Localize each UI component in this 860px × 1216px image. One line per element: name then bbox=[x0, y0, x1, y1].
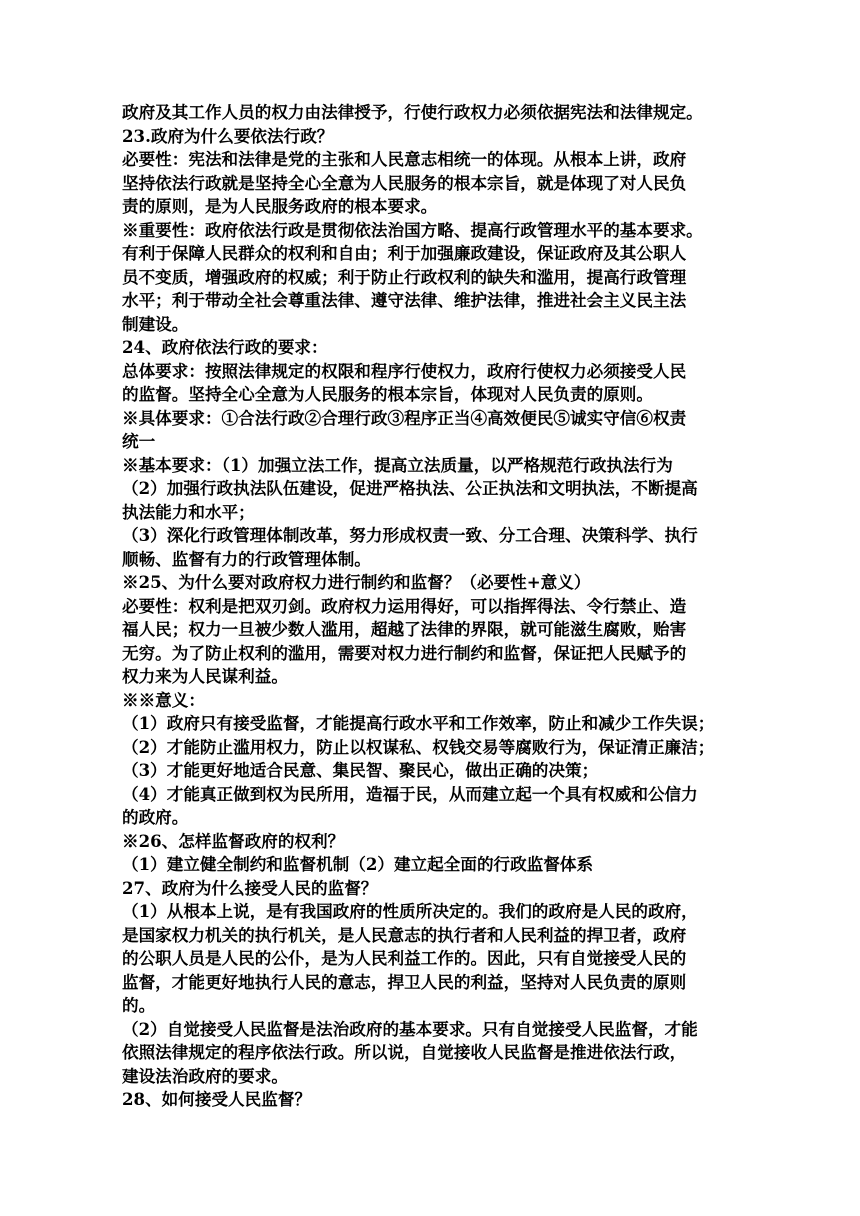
text-line: （1）建立健全制约和监督机制（2）建立起全面的行政监督体系 bbox=[122, 854, 594, 874]
text-line: 的监督。坚持全心全意为人民服务的根本宗旨，体现对人民负责的原则。 bbox=[122, 384, 653, 404]
text-line: 责的原则，是为人民服务政府的根本要求。 bbox=[122, 196, 438, 216]
text-line: （2）自觉接受人民监督是法治政府的基本要求。只有自觉接受人民监督，才能 bbox=[122, 1018, 698, 1039]
text-line: 制建设。 bbox=[122, 313, 189, 334]
question-heading-28: 28、如何接受人民监督？ bbox=[122, 1089, 312, 1109]
text-line: 员不变质，增强政府的权威；利于防止行政权利的缺失和滥用，提高行政管理 bbox=[122, 266, 687, 287]
question-heading-27: 27、政府为什么接受人民的监督？ bbox=[122, 877, 378, 898]
text-line: （2）加强行政执法队伍建设，促进严格执法、公正执法和文明执法，不断提高 bbox=[122, 478, 698, 498]
text-line: 福人民；权力一旦被少数人滥用，超越了法律的界限，就可能滋生腐败，贻害 bbox=[122, 619, 687, 639]
question-heading-25: ※25、为什么要对政府权力进行制约和监督？（必要性+意义） bbox=[122, 572, 591, 592]
text-line: 的公职人员是人民的公仆，是为人民利益工作的。因此，只有自觉接受人民的 bbox=[122, 948, 687, 968]
text-line: ※具体要求：①合法行政②合理行政③程序正当④高效便民⑤诚实守信⑥权责 bbox=[122, 407, 687, 428]
text-line: （2）才能防止滥用权力，防止以权谋私、权钱交易等腐败行为，保证清正廉洁； bbox=[122, 736, 715, 757]
text-line: （3）才能更好地适合民意、集民智、聚民心，做出正确的决策； bbox=[122, 760, 599, 780]
text-line: ※基本要求：（1）加强立法工作，提高立法质量，以严格规范行政执法行为 bbox=[122, 454, 673, 475]
text-line: ※※意义： bbox=[122, 689, 205, 710]
text-line: （1）政府只有接受监督，才能提高行政水平和工作效率，防止和减少工作失误； bbox=[122, 713, 715, 733]
text-line: 执法能力和水平； bbox=[122, 501, 255, 522]
text-line: ※重要性：政府依法行政是贯彻依法治国方略、提高行政管理水平的基本要求。 bbox=[122, 219, 703, 240]
question-heading-24: 24、政府依法行政的要求： bbox=[122, 337, 328, 357]
text-line: 建设法治政府的要求。 bbox=[122, 1065, 288, 1086]
question-heading-26: ※26、怎样监督政府的权利？ bbox=[122, 830, 345, 851]
text-line: 依照法律规定的程序依法行政。所以说，自觉接收人民监督是推进依法行政， bbox=[122, 1042, 687, 1062]
question-heading-23: 23.政府为什么要依法行政？ bbox=[122, 125, 334, 146]
text-line: 必要性：权利是把双刃剑。政府权力运用得好，可以指挥得法、令行禁止、造 bbox=[122, 595, 687, 616]
text-line: （4）才能真正做到权为民所用，造福于民，从而建立起一个具有权威和公信力 bbox=[122, 783, 698, 804]
document-page bbox=[122, 101, 742, 1112]
text-line: 权力来为人民谋利益。 bbox=[122, 666, 288, 686]
text-line: 的政府。 bbox=[122, 807, 189, 827]
text-line: 必要性：宪法和法律是党的主张和人民意志相统一的体现。从根本上讲，政府 bbox=[122, 149, 687, 169]
text-line: （1）从根本上说，是有我国政府的性质所决定的。我们的政府是人民的政府， bbox=[122, 901, 698, 921]
text-line: 统一 bbox=[122, 431, 156, 451]
text-line: 监督，才能更好地执行人民的意志，捍卫人民的利益，坚持对人民负责的原则 bbox=[122, 971, 687, 992]
text-line: 顺畅、监督有力的行政管理体制。 bbox=[122, 548, 371, 569]
text-line: 水平；利于带动全社会尊重法律、遵守法律、维护法律，推进社会主义民主法 bbox=[122, 290, 687, 310]
text-line: 坚持依法行政就是坚持全心全意为人民服务的根本宗旨，就是体现了对人民负 bbox=[122, 172, 687, 193]
text-line: 是国家权力机关的执行机关，是人民意志的执行者和人民利益的捍卫者，政府 bbox=[122, 924, 687, 945]
text-line: 总体要求：按照法律规定的权限和程序行使权力，政府行使权力必须接受人民 bbox=[122, 360, 687, 381]
text-line: （3）深化行政管理体制改革，努力形成权责一致、分工合理、决策科学、执行 bbox=[122, 525, 698, 545]
text-line: 政府及其工作人员的权力由法律授予，行使行政权力必须依据宪法和法律规定。 bbox=[122, 102, 703, 122]
text-line: 有利于保障人民群众的权利和自由；利于加强廉政建设，保证政府及其公职人 bbox=[122, 243, 687, 263]
text-line: 的。 bbox=[122, 995, 156, 1015]
text-line: 无穷。为了防止权利的滥用，需要对权力进行制约和监督，保证把人民赋予的 bbox=[122, 642, 687, 663]
